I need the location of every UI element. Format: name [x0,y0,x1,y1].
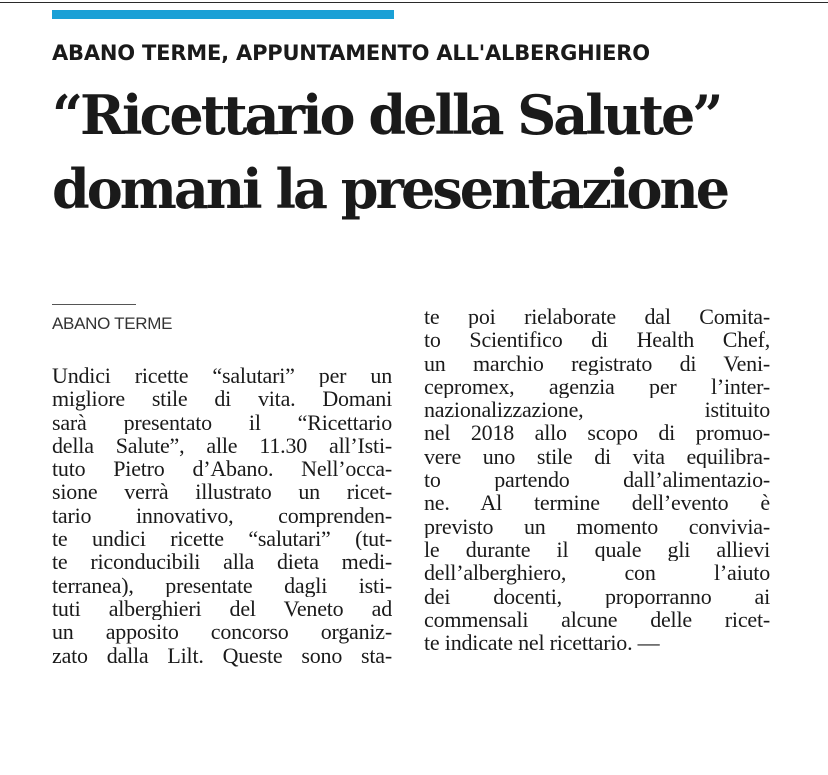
text-line: un marchio registrato di Veni- [424,351,770,375]
text-line: commensali alcune delle ricet- [424,607,770,632]
headline-line-1: “Ricettario della Salute” [52,83,721,147]
text-line: cepromex, agenzia per l’inter- [424,374,770,399]
text-line: le durante il quale gli allievi [424,537,770,562]
text-line: nel 2018 allo scopo di promuo- [424,421,770,445]
text-line: nazionalizzazione, istituito [424,398,770,422]
headline-line-2: domani la presentazione [52,157,728,221]
headline [52,78,812,226]
text-line: sione verrà illustrato un ricet- [52,480,392,504]
text-line: dell’alberghiero, con l’aiuto [424,561,770,585]
text-line: sarà presentato il “Ricettario [52,410,392,434]
text-line: tario innovativo, comprenden- [52,503,392,528]
kicker: ABANO TERME, APPUNTAMENTO ALL'ALBERGHIERO [52,41,650,65]
text-line: della Salute”, alle 11.30 all’Isti- [52,433,392,458]
text-line: te riconducibili alla dieta medi- [52,550,392,574]
text-line: te indicate nel ricettario. — [424,631,660,655]
text-line: to partendo dall’alimentazio- [424,468,770,492]
text-line: to Scientifico di Health Chef, [424,328,770,352]
article-column-right [424,305,770,654]
text-line: tuto Pietro d’Abano. Nell’occa- [52,457,392,481]
text-line: ne. Al termine dell’evento è [424,491,770,515]
text-line: migliore stile di vita. Domani [52,387,392,411]
article-column-left [52,364,392,667]
dateline: ABANO TERME [52,314,173,333]
text-line: zato dalla Lilt. Queste sono sta- [52,643,392,667]
text-line: te poi rielaborate dal Comita- [424,305,770,329]
top-rule [0,2,828,3]
text-line: dei docenti, proporranno ai [424,584,770,608]
text-line: previsto un momento convivia- [424,514,770,538]
text-line: tuti alberghieri del Veneto ad [52,596,392,621]
text-line: un apposito concorso organiz- [52,620,392,644]
dateline-rule [52,304,136,305]
text-line: terranea), presentate dagli isti- [52,573,392,597]
text-line: Undici ricette “salutari” per un [52,364,392,388]
text-line: te undici ricette “salutari” (tut- [52,527,392,551]
text-line: vere uno stile di vita equilibra- [424,444,770,469]
section-accent-bar [52,10,394,19]
